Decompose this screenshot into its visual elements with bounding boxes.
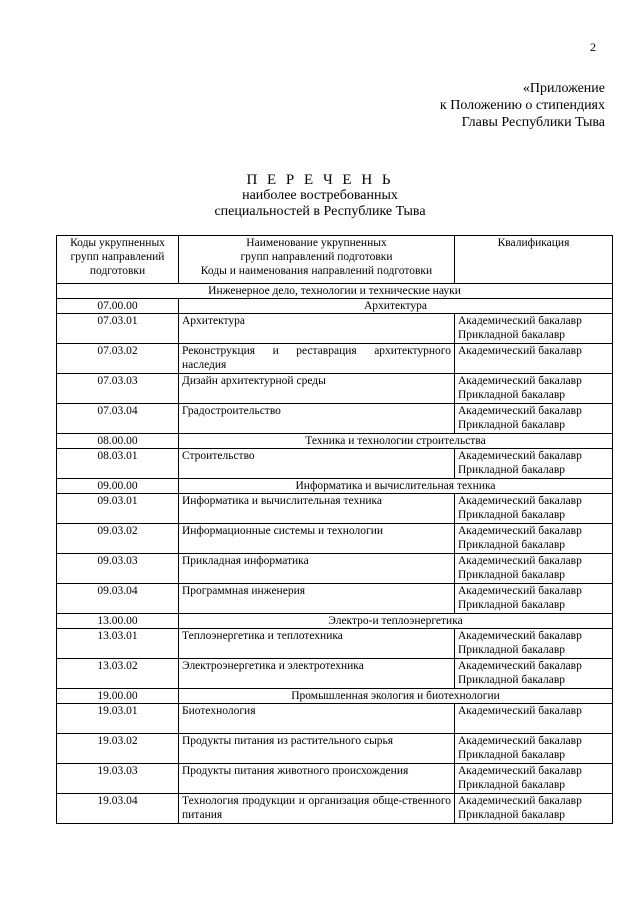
table-row [57, 449, 613, 479]
qualification-cell [455, 584, 613, 614]
qualification-academic: Академический бакалавр [458, 525, 582, 537]
specialty-code: 19.03.04 [57, 794, 179, 824]
title-sub-1: наиболее востребованных [242, 188, 398, 203]
section-title: Инженерное дело, технологии и технические науки [57, 284, 613, 299]
qualification-applied: Прикладной бакалавр [458, 569, 566, 581]
table-row [57, 314, 613, 344]
specialty-code: 19.03.02 [57, 734, 179, 764]
table-row [57, 404, 613, 434]
header-codes: Коды укрупненных групп направлений подготовки [57, 236, 179, 284]
group-name: Техника и технологии строительства [179, 434, 613, 449]
specialty-name: Продукты питания животного происхождения [179, 764, 455, 794]
specialty-name: Информационные системы и технологии [179, 524, 455, 554]
qualification-applied: Прикладной бакалавр [458, 509, 566, 521]
qualification-cell [455, 374, 613, 404]
qualification-academic: Академический бакалавр [458, 345, 582, 357]
group-row [57, 689, 613, 704]
specialty-code: 08.03.01 [57, 449, 179, 479]
appendix-header [360, 80, 605, 131]
table-row [57, 344, 613, 374]
qualification-academic: Академический бакалавр [458, 450, 582, 462]
page-number: 2 [590, 40, 596, 54]
qualification-cell [455, 449, 613, 479]
specialty-code: 19.03.01 [57, 704, 179, 734]
qualification-academic: Академический бакалавр [458, 315, 582, 327]
specialty-code: 09.03.03 [57, 554, 179, 584]
qualification-academic: Академический бакалавр [458, 495, 582, 507]
specialty-name: Архитектура [179, 314, 455, 344]
table-row [57, 374, 613, 404]
document-title [0, 172, 640, 220]
specialty-code: 13.03.02 [57, 659, 179, 689]
specialty-name: Строительство [179, 449, 455, 479]
specialty-code: 09.03.04 [57, 584, 179, 614]
appendix-line-1: «Приложение [522, 81, 605, 96]
group-name: Архитектура [179, 299, 613, 314]
qualification-academic: Академический бакалавр [458, 765, 582, 777]
qualification-academic: Академический бакалавр [458, 795, 582, 807]
group-code: 08.00.00 [57, 434, 179, 449]
qualification-cell [455, 704, 613, 734]
group-row [57, 479, 613, 494]
section-row [57, 284, 613, 299]
qualification-cell [455, 404, 613, 434]
qualification-applied: Прикладной бакалавр [458, 539, 566, 551]
table-row [57, 734, 613, 764]
specialty-code: 13.03.01 [57, 629, 179, 659]
table-row [57, 629, 613, 659]
qualification-cell [455, 794, 613, 824]
qualification-applied: Прикладной бакалавр [458, 749, 566, 761]
specialty-name: Градостроительство [179, 404, 455, 434]
qualification-academic: Академический бакалавр [458, 375, 582, 387]
qualification-cell [455, 734, 613, 764]
group-code: 09.00.00 [57, 479, 179, 494]
qualification-cell [455, 344, 613, 374]
specialty-name: Прикладная информатика [179, 554, 455, 584]
specialty-name: Программная инженерия [179, 584, 455, 614]
group-name: Промышленная экология и биотехнологии [179, 689, 613, 704]
qualification-cell [455, 764, 613, 794]
specialty-code: 07.03.04 [57, 404, 179, 434]
qualification-applied: Прикладной бакалавр [458, 779, 566, 791]
specialty-name: Технология продукции и организация обще-ственного питания [179, 794, 455, 824]
group-row [57, 299, 613, 314]
group-name: Информатика и вычислительная техника [179, 479, 613, 494]
title-main: П Е Р Е Ч Е Н Ь [246, 172, 394, 188]
qualification-cell [455, 554, 613, 584]
qualification-cell [455, 659, 613, 689]
specialty-name: Биотехнология [179, 704, 455, 734]
group-row [57, 614, 613, 629]
qualification-cell [455, 314, 613, 344]
header-names: Наименование укрупненных групп направлений подготовки Коды и наименования направлений подготовки [179, 236, 455, 284]
specialty-name: Теплоэнергетика и теплотехника [179, 629, 455, 659]
qualification-applied: Прикладной бакалавр [458, 389, 566, 401]
qualification-applied: Прикладной бакалавр [458, 644, 566, 656]
table-row [57, 584, 613, 614]
qualification-applied: Прикладной бакалавр [458, 329, 566, 341]
specialty-name: Реконструкция и реставрация архитектурного наследия [179, 344, 455, 374]
specialty-code: 09.03.02 [57, 524, 179, 554]
specialty-name: Дизайн архитектурной среды [179, 374, 455, 404]
qualification-academic: Академический бакалавр [458, 735, 582, 747]
group-code: 19.00.00 [57, 689, 179, 704]
qualification-academic: Академический бакалавр [458, 660, 582, 672]
group-row [57, 434, 613, 449]
qualification-academic: Академический бакалавр [458, 705, 582, 717]
header-qualification: Квалификация [455, 236, 613, 284]
qualification-cell [455, 629, 613, 659]
qualification-applied: Прикладной бакалавр [458, 809, 566, 821]
specialty-code: 07.03.02 [57, 344, 179, 374]
table-row [57, 794, 613, 824]
qualification-cell [455, 524, 613, 554]
specialty-code: 09.03.01 [57, 494, 179, 524]
table-row [57, 494, 613, 524]
qualification-cell [455, 494, 613, 524]
table-row [57, 764, 613, 794]
table-header-row [57, 236, 613, 284]
table-row [57, 554, 613, 584]
group-name: Электро-и теплоэнергетика [179, 614, 613, 629]
specialty-code: 19.03.03 [57, 764, 179, 794]
specialty-name: Продукты питания из растительного сырья [179, 734, 455, 764]
qualification-academic: Академический бакалавр [458, 630, 582, 642]
appendix-line-2: к Положению о стипендиях [439, 98, 605, 113]
qualification-academic: Академический бакалавр [458, 585, 582, 597]
group-code: 07.00.00 [57, 299, 179, 314]
specialty-name: Информатика и вычислительная техника [179, 494, 455, 524]
table-row [57, 659, 613, 689]
qualification-applied: Прикладной бакалавр [458, 599, 566, 611]
appendix-line-3: Главы Республики Тыва [461, 115, 605, 130]
table-row [57, 524, 613, 554]
title-sub-2: специальностей в Республике Тыва [214, 204, 426, 219]
group-code: 13.00.00 [57, 614, 179, 629]
qualification-applied: Прикладной бакалавр [458, 464, 566, 476]
specialty-code: 07.03.03 [57, 374, 179, 404]
qualification-academic: Академический бакалавр [458, 405, 582, 417]
qualification-applied: Прикладной бакалавр [458, 674, 566, 686]
qualification-academic: Академический бакалавр [458, 555, 582, 567]
specialty-code: 07.03.01 [57, 314, 179, 344]
table-row [57, 704, 613, 734]
qualification-applied: Прикладной бакалавр [458, 419, 566, 431]
specialties-table [56, 235, 613, 824]
specialty-name: Электроэнергетика и электротехника [179, 659, 455, 689]
